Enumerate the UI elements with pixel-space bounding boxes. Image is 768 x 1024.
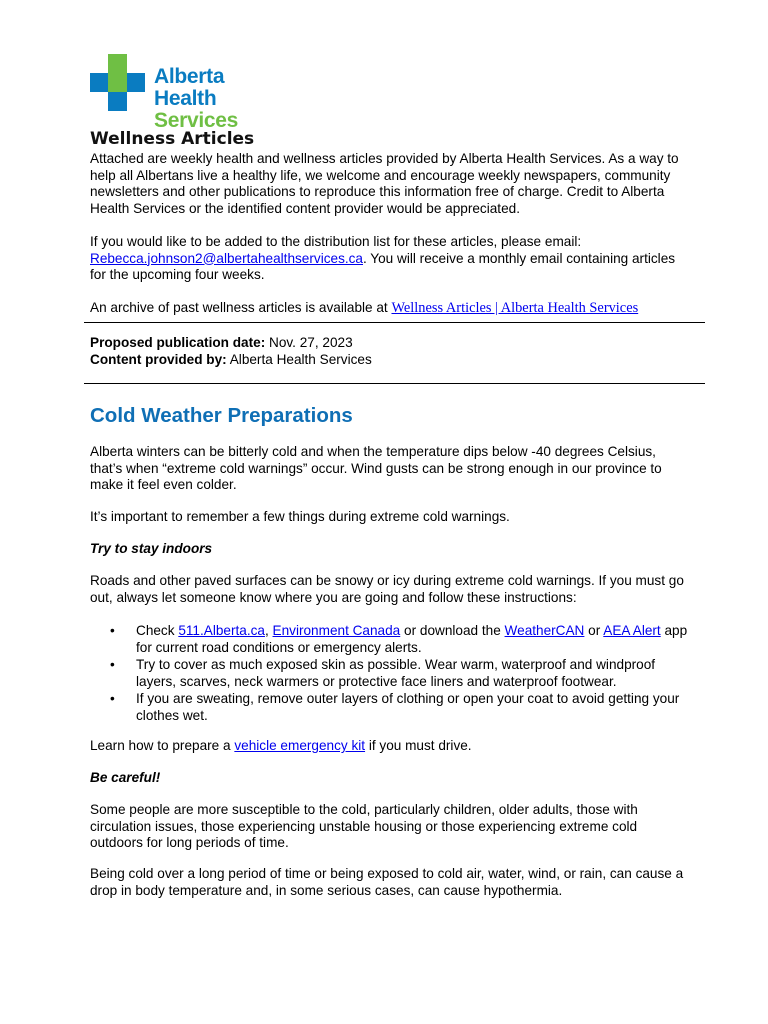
section-title: Wellness Articles [90,129,255,149]
logo-line-2: Services [154,109,239,132]
list-text: Check [136,623,179,638]
list-item [90,657,690,690]
list-item [90,623,690,656]
kit-text: Learn how to prepare a [90,738,235,753]
distribution-text: If you would like to be added to the distribution list for these articles, please email: [90,234,582,249]
article-paragraph-3: Roads and other paved surfaces can be snowy or icy during extreme cold warnings. If you must go out, always let someone know where you are going and follow these instructions: [90,573,684,605]
link-environment-canada[interactable]: Environment Canada [272,623,401,638]
archive-paragraph [90,300,710,317]
article-paragraph-4: Some people are more susceptible to the cold, particularly children, older adults, those with circulation issues, those experiencing unstable housing or those experiencing extreme cold outdoors for long periods of time. [90,802,638,850]
list-item [90,691,690,724]
distribution-text-after: . You will receive a monthly email containing articles for the upcoming four weeks. [90,250,676,282]
content-provider-label: Content provided by: [90,351,227,367]
list-text: , [264,623,273,638]
logo-line-1: Alberta Health [154,65,225,110]
intro-paragraph: Attached are weekly health and wellness articles provided by Alberta Health Services. As a way to help all Albertans live a healthy life, we welcome and encourage weekly newspapers, community newsletters and other publications to reproduce this information free of charge. Credit to Alberta Health Services or the identified content provider would be appreciated. [90,151,679,216]
article-paragraph-1: Alberta winters can be bitterly cold and when the temperature dips below -40 degrees Celsius, that’s when “extreme cold warnings” occur. Wind gusts can be strong enough in our province to make it feel even colder. [90,444,662,492]
article-paragraph-5: Being cold over a long period of time or being exposed to cold air, water, wind, or rain, can cause a drop in body temperature and, in some serious cases, can cause hypothermia. [90,866,684,898]
vehicle-kit-paragraph [90,738,690,755]
vehicle-emergency-kit-link[interactable]: vehicle emergency kit [234,738,366,753]
kit-text-after: if you must drive. [365,738,472,753]
article-title: Cold Weather Preparations [90,404,353,427]
link-511-alberta[interactable]: 511.Alberta.ca [178,623,265,638]
list-text: Try to cover as much exposed skin as possible. Wear warm, waterproof and windproof layers, scarves, neck warmers or protective face liners and waterproof footwear. [136,657,656,689]
divider-bottom [84,383,705,384]
content-provider-value: Alberta Health Services [226,351,372,367]
list-text: app for current road conditions or emergency alerts. [136,623,688,655]
distribution-paragraph [90,234,690,284]
divider-top [84,322,705,323]
subheading-stay-indoors: Try to stay indoors [90,541,213,556]
archive-text: An archive of past wellness articles is available at [90,300,392,315]
pub-date-label: Proposed publication date: [90,335,266,350]
ahs-logo [88,52,288,132]
subheading-be-careful: Be careful! [90,770,161,785]
article-paragraph-2: It’s important to remember a few things during extreme cold warnings. [90,509,510,524]
list-text: or [584,623,604,638]
bullet-icon: • [110,657,115,672]
publication-meta [90,335,690,368]
bullet-icon: • [110,623,115,638]
distribution-email-link[interactable]: Rebecca.johnson2@albertahealthservices.ca [90,250,363,266]
instructions-list [90,623,690,725]
ahs-cross-logo-icon [88,52,148,114]
list-text: or download the [400,623,505,638]
link-weathercan[interactable]: WeatherCAN [504,623,585,638]
archive-link[interactable]: Wellness Articles | Alberta Health Services [391,300,639,316]
link-aea-alert[interactable]: AEA Alert [603,623,661,638]
bullet-icon: • [110,691,115,706]
pub-date-value: Nov. 27, 2023 [265,335,353,350]
list-text: If you are sweating, remove outer layers of clothing or open your coat to avoid getting your clothes wet. [136,691,680,723]
